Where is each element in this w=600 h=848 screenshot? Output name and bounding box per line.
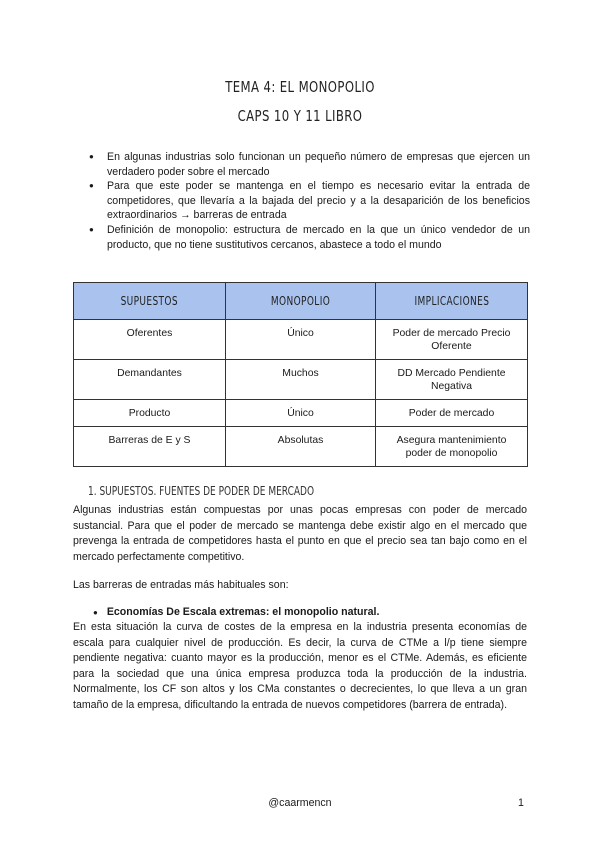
table-cell: Asegura mantenimiento poder de monopolio <box>376 427 528 467</box>
table-row <box>74 320 528 360</box>
assumptions-table <box>73 282 528 467</box>
footer-author: @caarmencn <box>268 797 332 809</box>
list-item: ● Definición de monopolio: estructura de mercado en la que un único vendedor de un producto, que no tiene sustitutivos cercanos, abastece a todo el mundo <box>87 223 530 252</box>
intro-bullet-list <box>87 150 530 252</box>
table-cell: Producto <box>74 400 226 427</box>
table-header-cell: SUPUESTOS <box>74 283 226 320</box>
table-cell: Poder de mercado Precio Oferente <box>376 320 528 360</box>
page-subtitle: CAPS 10 Y 11 LIBRO <box>237 107 363 125</box>
section-heading: 1. SUPUESTOS. FUENTES DE PODER DE MERCADO <box>88 483 315 498</box>
table-row <box>74 360 528 400</box>
list-item: ● Para que este poder se mantenga en el tiempo es necesario evitar la entrada de competidores, que llevaría a la bajada del precio y a la desaparición de los beneficios extraordinarios → barreras de entrada <box>87 179 530 223</box>
table-cell: Muchos <box>226 360 376 400</box>
page-number: 1 <box>518 797 524 809</box>
table-cell: Único <box>226 400 376 427</box>
section-paragraph: Algunas industrias están compuestas por unas pocas empresas con poder de mercado sustancial. Para que el poder de mercado se mantenga debe existir algo en el mercado que prevenga la entrada de competidores hasta el punto en que el precio sea tan bajo como en el mercado perfectamente competitivo. <box>73 504 527 563</box>
table-header-cell: IMPLICACIONES <box>376 283 528 320</box>
subsection-heading: ● Economías De Escala extremas: el monopolio natural. <box>93 606 379 618</box>
table-row <box>74 400 528 427</box>
list-item: ● En algunas industrias solo funcionan un pequeño número de empresas que ejercen un verdadero poder sobre el mercado <box>87 150 530 179</box>
table-header-row <box>74 283 528 320</box>
section-paragraph: Las barreras de entradas más habituales son: <box>73 579 289 591</box>
table-cell: Barreras de E y S <box>74 427 226 467</box>
page-title: TEMA 4: EL MONOPOLIO <box>225 78 375 96</box>
table-cell: Poder de mercado <box>376 400 528 427</box>
table-header-cell: MONOPOLIO <box>226 283 376 320</box>
table-cell: Oferentes <box>74 320 226 360</box>
section-paragraph: En esta situación la curva de costes de la empresa en la industria presenta economías de escala para cualquier nivel de producción. Es decir, la curva de CTMe a l/p tiene siempre pendiente negativa: cuanto mayor es la producción, menor es el CTMe. Además, es eficiente para la sociedad que una única empresa produzca toda la producción de la industria. Normalmente, los CF son altos y los CMa constantes o decrecientes, lo que lleva a un gran tamaño de la empresa, dificultando la entrada de nuevos competidores (barrera de entrada). <box>73 621 527 711</box>
table-cell: Demandantes <box>74 360 226 400</box>
table-cell: Único <box>226 320 376 360</box>
table-cell: DD Mercado Pendiente Negativa <box>376 360 528 400</box>
table-cell: Absolutas <box>226 427 376 467</box>
table-row <box>74 427 528 467</box>
